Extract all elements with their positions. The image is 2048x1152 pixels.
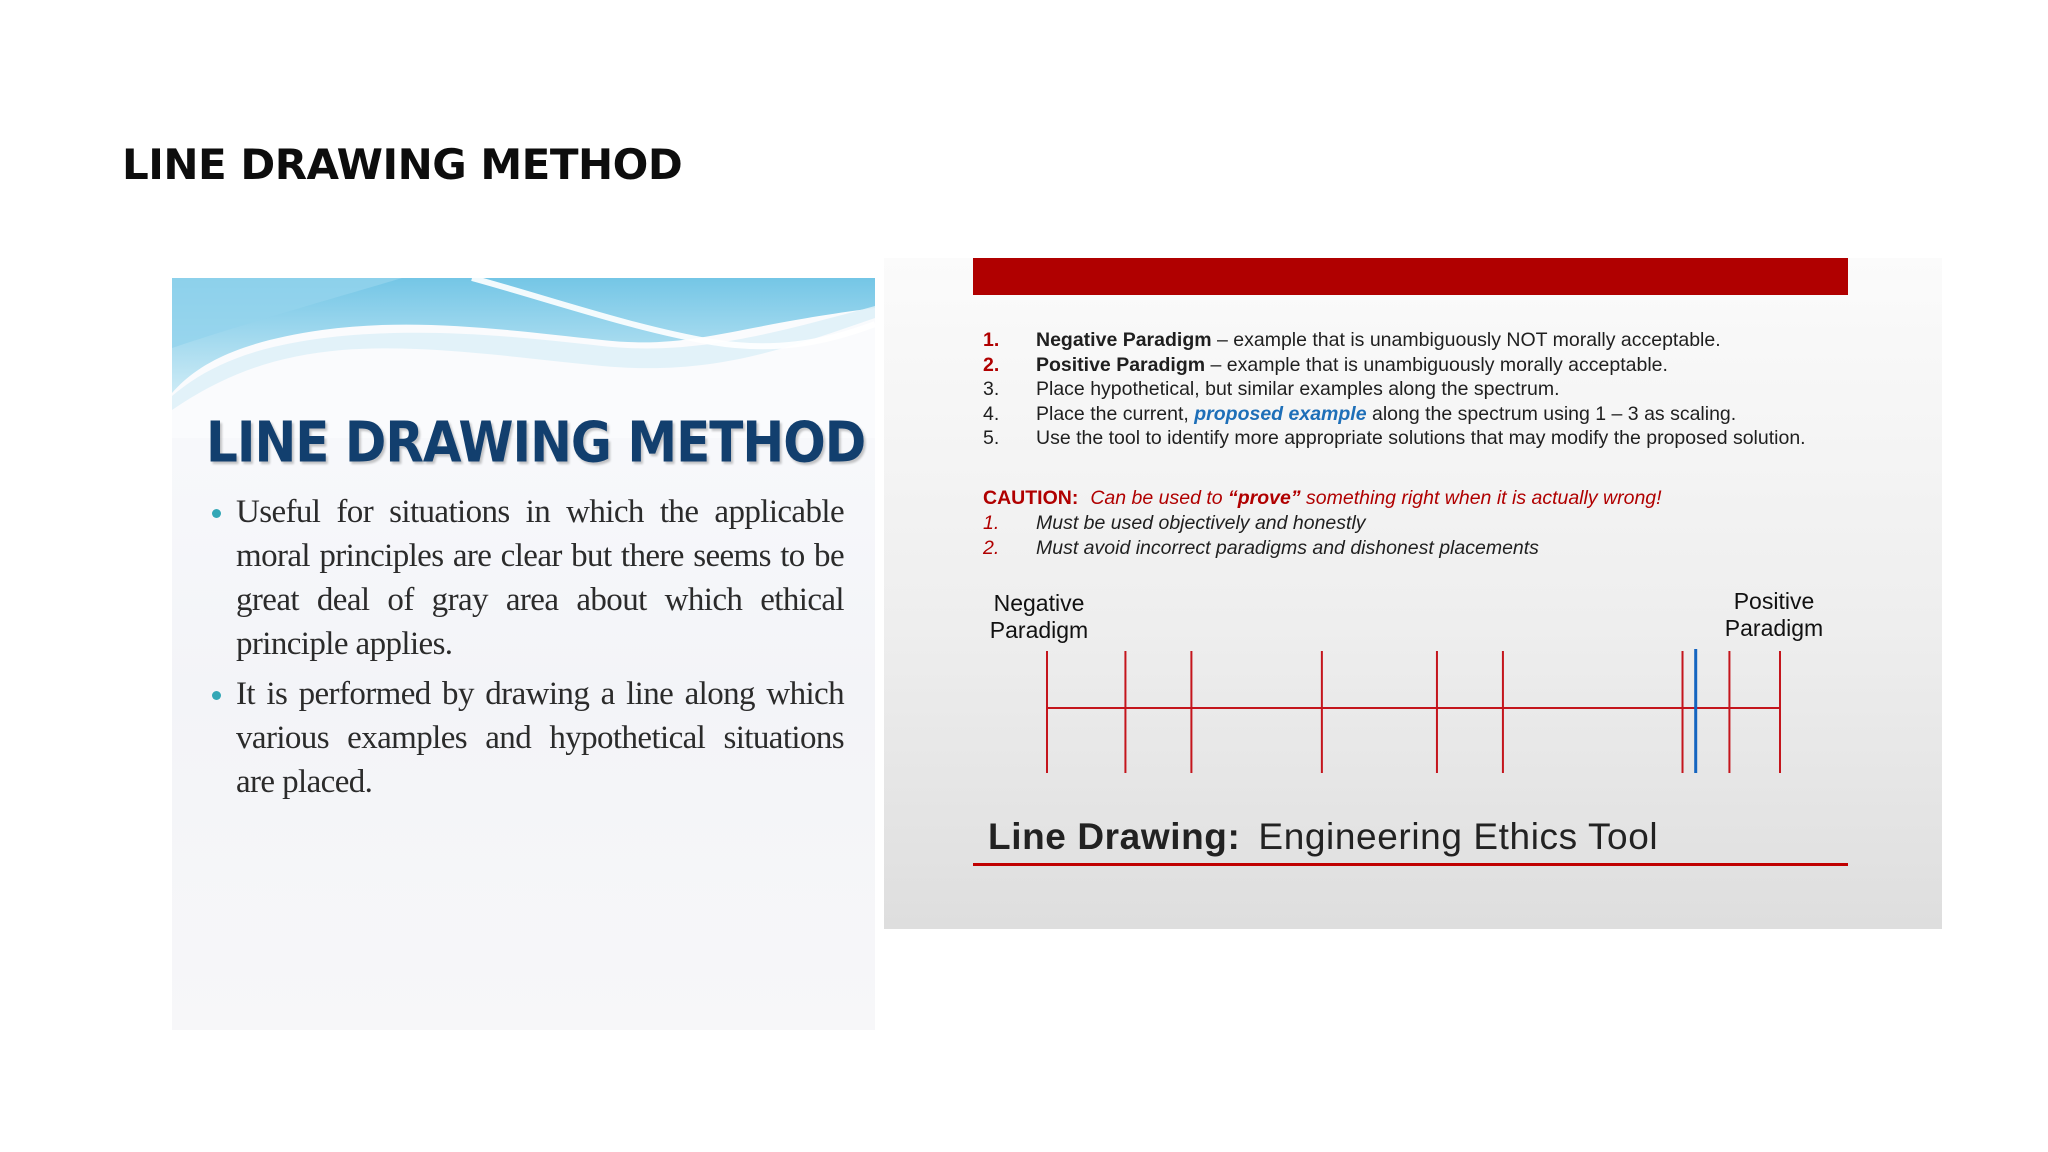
step-number: 5.: [983, 427, 1000, 449]
step-number: 2.: [983, 353, 1000, 376]
proposed-example-highlight: proposed example: [1194, 402, 1367, 425]
step-number: 4.: [983, 402, 1000, 425]
step-bold: Negative Paradigm: [1036, 329, 1212, 351]
right-slide-image: [884, 258, 1942, 929]
step-text: – example that is unambiguously morally acceptable.: [1205, 353, 1668, 376]
tool-title: [988, 816, 1658, 858]
tool-title-strong: Line Drawing:: [988, 816, 1241, 857]
left-bullet-text: Useful for situations in which the applicable moral principles are clear but there seems to be great deal of gray area about which ethical principle applies.: [236, 494, 844, 662]
caution-prove: “prove”: [1228, 487, 1301, 509]
left-bullet-item: [212, 672, 844, 804]
step-text: Place the current,: [1036, 402, 1195, 425]
step-number: 1.: [983, 329, 1000, 351]
slide-title: LINE DRAWING METHOD: [122, 140, 683, 189]
caution-label: CAUTION:: [983, 487, 1079, 509]
left-slide-image: [172, 278, 875, 1030]
caution-message-text: something right when it is actually wrong!: [1300, 487, 1662, 509]
caution-number: 2.: [983, 537, 1000, 559]
positive-label-line: Paradigm: [1724, 615, 1824, 641]
step-text: Use the tool to identify more appropriate solutions that may modify the proposed solution.: [1036, 427, 1806, 449]
step-text: – example that is unambiguously NOT morally acceptable.: [1211, 329, 1721, 351]
step-text: Place hypothetical, but similar examples along the spectrum.: [1036, 378, 1560, 400]
step-number: 3.: [983, 378, 1000, 400]
step-bold: Positive Paradigm: [1036, 353, 1206, 376]
positive-label-line: Positive: [1733, 588, 1815, 614]
bullet-dot-icon: [212, 509, 221, 518]
negative-label-line: Paradigm: [989, 617, 1089, 643]
step-text: along the spectrum using 1 – 3 as scaling.: [1366, 402, 1737, 425]
tool-title-underline: [973, 863, 1848, 866]
left-bullet-item: [212, 490, 844, 666]
bullet-dot-icon: [212, 691, 221, 700]
caution-message-text: Can be used to: [1090, 487, 1229, 509]
caution-number: 1.: [983, 512, 1000, 534]
caution-text: Must be used objectively and honestly: [1036, 512, 1366, 534]
left-bullet-list: [212, 490, 844, 810]
caution-text: Must avoid incorrect paradigms and dishonest placements: [1036, 537, 1539, 559]
negative-label-line: Negative: [993, 590, 1085, 616]
left-bullet-text: It is performed by drawing a line along which various examples and hypothetical situations are placed.: [236, 676, 844, 800]
left-heading: LINE DRAWING METHOD: [206, 410, 866, 475]
tool-title-rest: Engineering Ethics Tool: [1258, 816, 1659, 857]
